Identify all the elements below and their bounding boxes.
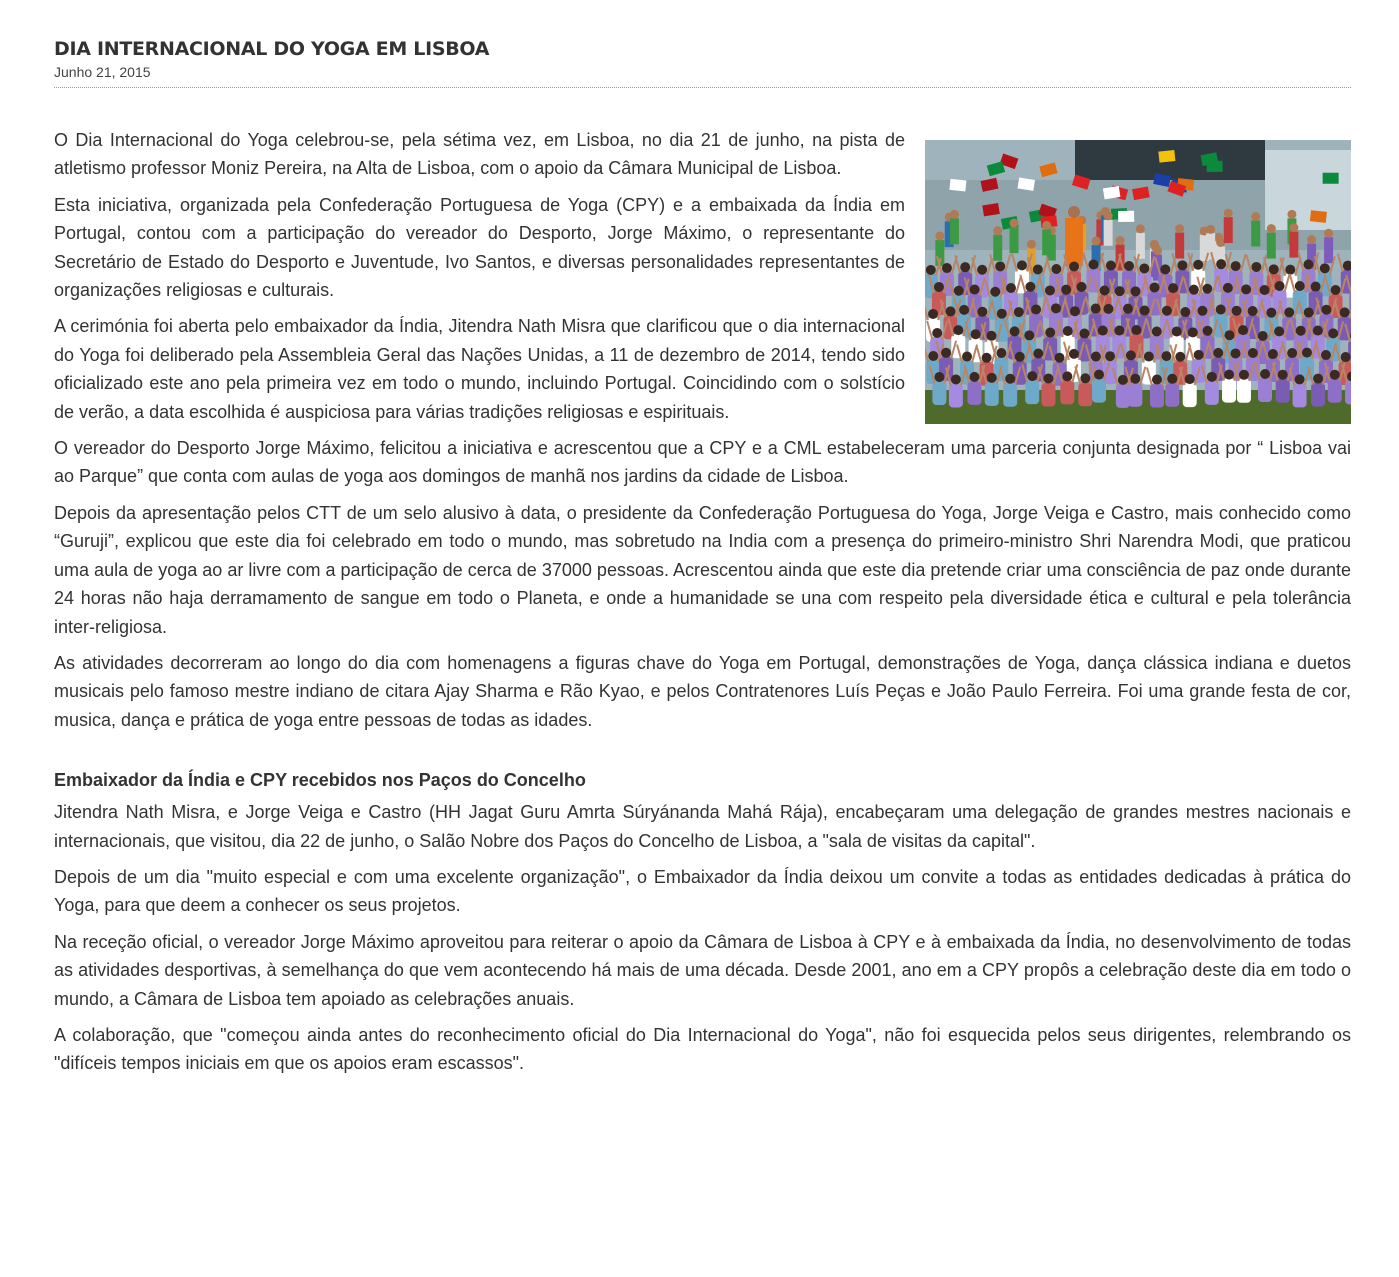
paragraph: O Dia Internacional do Yoga celebrou-se, pela sétima vez, em Lisboa, no dia 21 de junho, na pista de atletismo professor Moniz Pereira, na Alta de Lisboa, com o apoio da Câmara Municipal de Lisboa. — [54, 130, 905, 179]
event-photo — [925, 140, 1351, 424]
article — [54, 36, 1351, 1086]
paragraph: A colaboração, que "começou ainda antes do reconhecimento oficial do Dia Internacional do Yoga", não foi esquecida pelos seus dirigentes, relembrando os "difíceis tempos iniciais em que os apoios eram escassos". — [54, 1024, 1351, 1074]
article-body — [54, 126, 1351, 1078]
section-heading: Embaixador da Índia e CPY recebidos nos Paços do Concelho — [54, 770, 586, 791]
paragraph: Depois da apresentação pelos CTT de um selo alusivo à data, o presidente da Confederação Portuguesa do Yoga, Jorge Veiga e Castro, mais conhecido como “Guruji”, explicou que este dia foi celebrado em todo o mundo, mas sobretudo na India com a presença do primeiro-ministro Shri Narendra Modi, que praticou uma aula de yoga ao ar livre com a participação de cerca de 37000 pessoas. Acrescentou ainda que este dia pretende criar uma consciência de paz onde durante 24 horas não haja derramamento de sangue em todo o Planeta, e onde a humanidade se una com respeito pela diversidade ética e cultural e pela tolerância inter-religiosa. — [54, 502, 1351, 637]
paragraph: As atividades decorreram ao longo do dia com homenagens a figuras chave do Yoga em Portugal, demonstrações de Yoga, dança clássica indiana e duetos musicais pelo famoso mestre indiano de citara Ajay Sharma e Rão Kyao, e pelos Contratenores Luís Peças e João Paulo Ferreira. Foi uma grande festa de cor, musica, dança e prática de yoga entre pessoas de todas as idades. — [54, 652, 1351, 730]
paragraph: A cerimónia foi aberta pelo embaixador da Índia, Jitendra Nath Misra que clarificou que o dia internacional do Yoga foi deliberado pela Assembleia Geral das Nações Unidas, a 11 de dezembro de 2014, tendo sido oficializado este ano pela primeira vez em todo o mundo, incluindo Portugal. Coincidindo com o solstício de verão, a data escolhida é auspiciosa para várias tradições religiosas e espirituais. — [54, 316, 905, 422]
paragraph: O vereador do Desporto Jorge Máximo, felicitou a iniciativa e acrescentou que a CPY e a CML estabeleceram uma parceria conjunta designada por “ Lisboa vai ao Parque” que conta com aulas de yoga aos domingos de manhã nos jardins da cidade de Lisboa. — [54, 438, 1351, 487]
article-date: Junho 21, 2015 — [54, 63, 1351, 88]
yoga-crowd-image — [925, 140, 1351, 424]
paragraph: Jitendra Nath Misra, e Jorge Veiga e Castro (HH Jagat Guru Amrta Súryánanda Mahá Rája), encabeçaram uma delegação de grandes mestres nacionais e internacionais, que visitou, dia 22 de junho, o Salão Nobre dos Paços do Concelho de Lisboa, a "sala de visitas da capital". — [54, 802, 1351, 851]
paragraph: Depois de um dia "muito especial e com uma excelente organização", o Embaixador da Índia deixou um convite a todas as entidades dedicadas à prática do Yoga, para que deem a conhecer os seus projetos. — [54, 866, 1351, 916]
paragraph: Na receção oficial, o vereador Jorge Máximo aproveitou para reiterar o apoio da Câmara de Lisboa à CPY e à embaixada da Índia, no desenvolvimento de todas as atividades desportivas, à semelhança do que vem acontecendo há mais de uma década. Desde 2001, ano em a CPY propôs a celebração deste dia em todo o mundo, a Câmara de Lisboa tem apoiado as celebrações anuais. — [54, 931, 1351, 1009]
article-title: DIA INTERNACIONAL DO YOGA EM LISBOA — [54, 38, 490, 60]
paragraph: Esta iniciativa, organizada pela Confederação Portuguesa de Yoga (CPY) e a embaixada da Índia em Portugal, contou com a participação do vereador do Desporto, Jorge Máximo, o representante do Secretário de Estado do Desporto e Juventude, Ivo Santos, e diversas personalidades representantes de organizações religiosas e culturais. — [54, 194, 905, 301]
